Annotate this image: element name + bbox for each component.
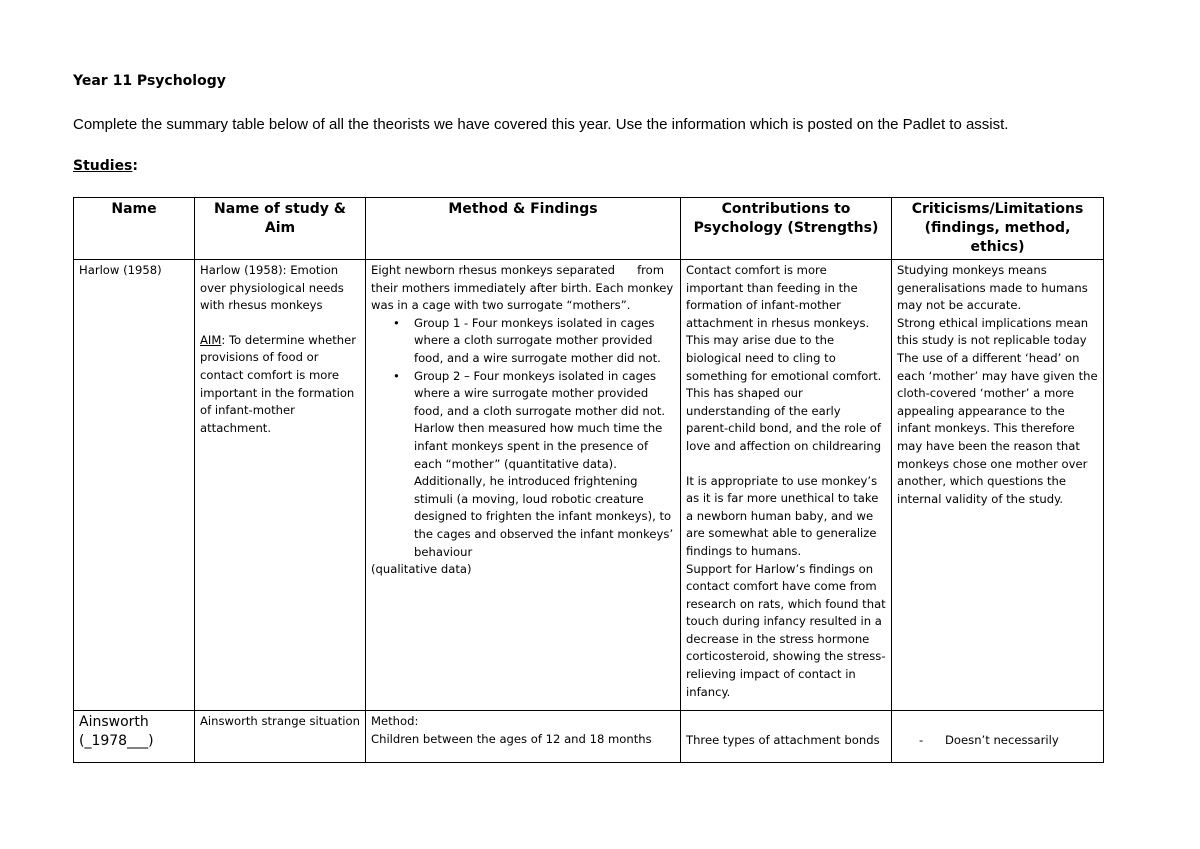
table-row xyxy=(74,711,1104,763)
method-intro: Eight newborn rhesus monkeys separated from their mothers immediately after birth. Each monkey was in a cage with two surrogate “mothers”. xyxy=(371,263,677,313)
strength-paragraph: Contact comfort is more important than feeding in the formation of infant-mother attachment in rhesus monkeys. This may arise due to the biological need to cling to something for emotional comfort. This has shaped our understanding of the early parent-child bond, and the role of love and affection on childrearing xyxy=(686,263,882,453)
column-header-study-aim: Name of study & Aim xyxy=(195,198,366,260)
strength-paragraph: Support for Harlow’s findings on contact comfort have come from research on rats, which found that touch during infancy resulted in a decrease in the stress hormone corticosteroid, showing the stress-relieving impact of contact in infancy. xyxy=(686,561,886,699)
cell-criticisms xyxy=(892,711,1104,763)
study-name: Ainsworth xyxy=(79,714,149,730)
cell-study-aim xyxy=(195,260,366,711)
table-header-row xyxy=(74,198,1104,260)
column-header-criticisms: Criticisms/Limitations (findings, method, ethics) xyxy=(892,198,1104,260)
instructions-text: Complete the summary table below of all the theorists we have covered this year. Use the information which is posted on the Padlet to assist. xyxy=(73,116,1009,133)
criticism-text: Doesn’t necessarily xyxy=(945,733,1059,747)
method-outro: (qualitative data) xyxy=(371,562,472,577)
method-group-list xyxy=(371,315,675,561)
criticism-paragraph: The use of a different ‘head’ on each ‘mother’ may have given the cloth-covered ‘mother’ a more appealing appearance to the infant monkeys. This therefore may have been the reason that monkeys chose one mother over another, which questions the internal validity of the study. xyxy=(897,350,1098,506)
table-row xyxy=(74,260,1104,711)
cell-method-findings xyxy=(366,711,681,763)
cell-criticisms xyxy=(892,260,1104,711)
strength-paragraph: It is appropriate to use monkey’s as it is far more unethical to take a newborn human baby, and we are somewhat able to generalize findings to humans. xyxy=(686,473,879,558)
column-header-strengths: Contributions to Psychology (Strengths) xyxy=(681,198,892,260)
criticism-dash: - xyxy=(919,733,924,747)
criticism-paragraph: Studying monkeys means generalisations made to humans may not be accurate. xyxy=(897,263,1088,313)
cell-name xyxy=(74,711,195,763)
summary-table xyxy=(73,197,1104,763)
cell-method-findings xyxy=(366,260,681,711)
column-header-method-findings: Method & Findings xyxy=(366,198,681,260)
study-name: Harlow (1958) xyxy=(79,263,162,277)
page-title: Year 11 Psychology xyxy=(73,73,226,89)
cell-strengths xyxy=(681,711,892,763)
cell-strengths xyxy=(681,260,892,711)
method-text: Children between the ages of 12 and 18 months xyxy=(371,731,652,746)
section-heading-label: Studies xyxy=(73,158,133,174)
section-heading-colon: : xyxy=(132,158,138,174)
aim-text: : To determine whether provisions of food or contact comfort is more important in the formation of infant-mother attachment. xyxy=(200,332,357,435)
aim-label: AIM xyxy=(200,332,222,347)
criticism-paragraph: Strong ethical implications mean this study is not replicable today xyxy=(897,315,1089,348)
section-heading xyxy=(73,158,138,174)
cell-name xyxy=(74,260,195,711)
criticism-item xyxy=(897,713,1098,750)
study-title: Ainsworth strange situation xyxy=(200,714,360,728)
strength-paragraph: Three types of attachment bonds xyxy=(686,733,880,747)
cell-study-aim xyxy=(195,711,366,763)
study-year: (_1978___) xyxy=(79,733,154,749)
study-aim xyxy=(200,332,360,438)
method-label: Method: xyxy=(371,714,419,728)
study-title: Harlow (1958): Emotion over physiological needs with rhesus monkeys xyxy=(200,263,344,313)
method-group-item: • Group 1 - Four monkeys isolated in cages where a cloth surrogate mother provided food, and a wire surrogate mother did not. xyxy=(414,315,675,368)
column-header-name: Name xyxy=(74,198,195,260)
method-group-item: • Group 2 – Four monkeys isolated in cages where a wire surrogate mother provided food, and a cloth surrogate mother did not. Harlow then measured how much time the infant monkeys spent in the presence of each “mother” (quantitative data). Additionally, he introduced frightening stimuli (a moving, loud robotic creature designed to frighten the infant monkeys), to the cages and observed the infant monkeys’ behaviour xyxy=(414,368,675,562)
